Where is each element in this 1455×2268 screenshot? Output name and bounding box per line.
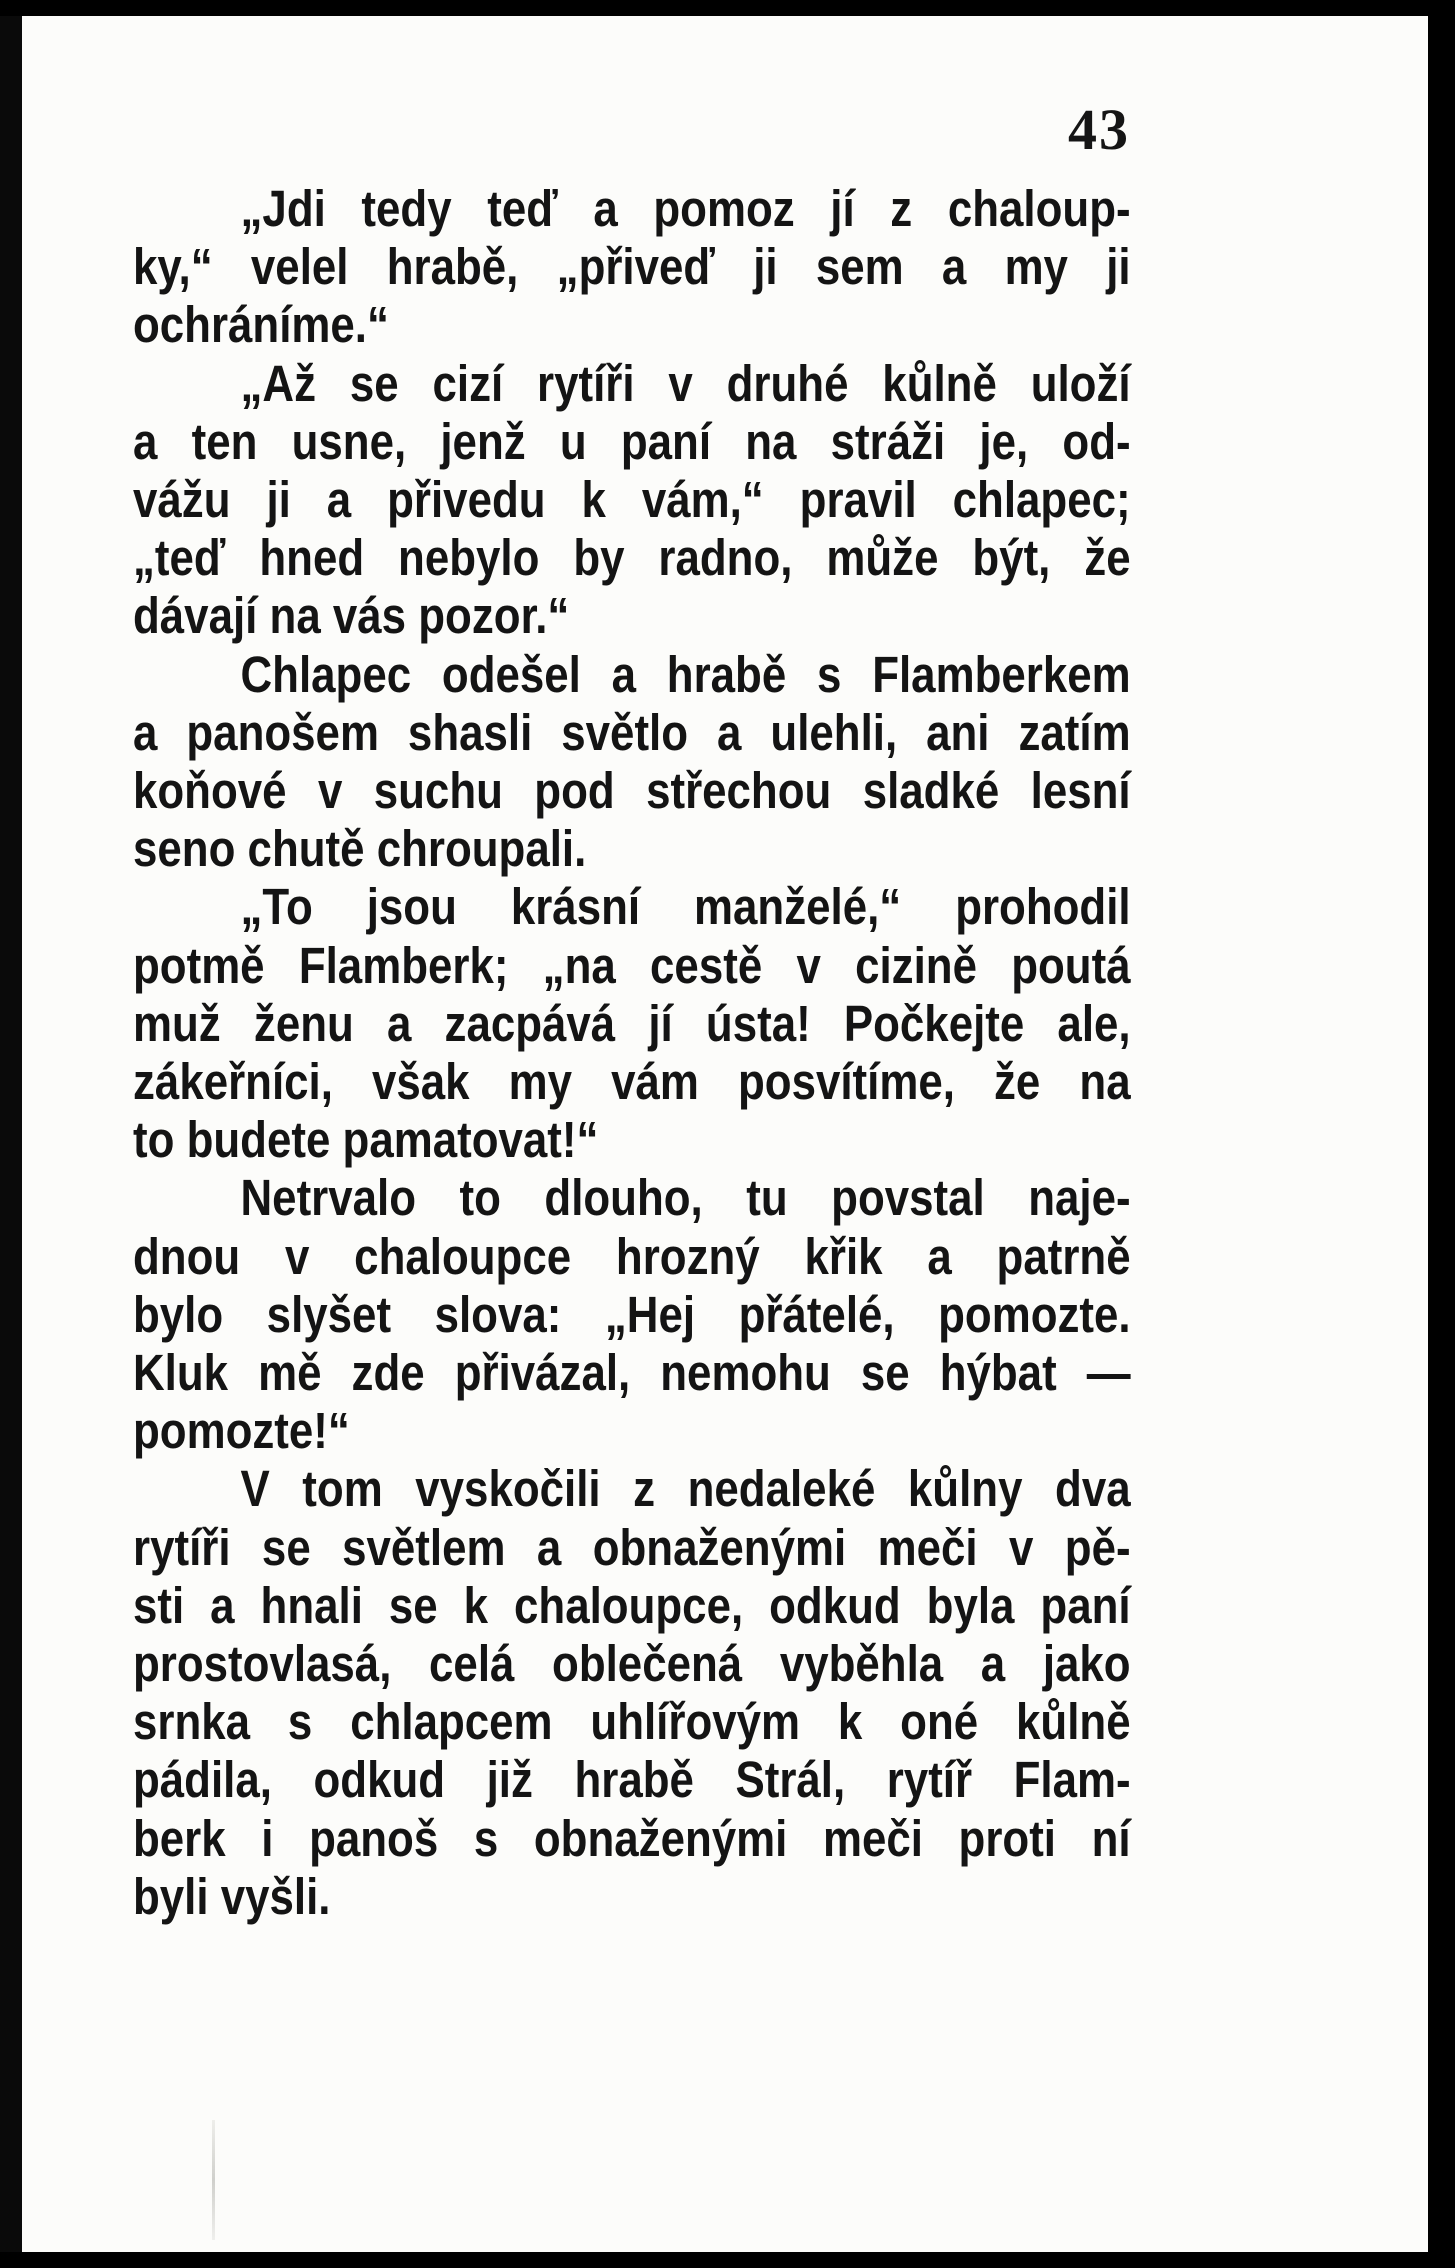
- text-line: Netrvalo to dlouho, tu povstal naje-: [240, 1169, 1131, 1227]
- page-right-edge: [1428, 0, 1455, 2268]
- text-line: muž ženu a zacpává jí ústa! Počkejte ale,: [133, 994, 1131, 1052]
- text-line: prostovlasá, celá oblečená vyběhla a jako: [133, 1635, 1131, 1693]
- text-line: Chlapec odešel a hrabě s Flamberkem: [240, 645, 1131, 703]
- text-line: pomozte!“: [133, 1402, 350, 1460]
- text-line: „Až se cizí rytíři v druhé kůlně uloží: [240, 354, 1131, 412]
- text-line: zákeřníci, však my vám posvítíme, že na: [133, 1053, 1131, 1111]
- text-line: seno chutě chroupali.: [133, 820, 587, 878]
- text-line: ky,“ velel hrabě, „přiveď ji sem a my ji: [133, 238, 1131, 296]
- text-line: dnou v chaloupce hrozný křik a patrně: [133, 1227, 1131, 1285]
- body-text: [133, 180, 1131, 1926]
- text-line: rytíři se světlem a obnaženými meči v pě-: [133, 1518, 1131, 1576]
- text-line: bylo slyšet slova: „Hej přátelé, pomozte.: [133, 1285, 1131, 1343]
- text-line: dávají na vás pozor.“: [133, 587, 570, 645]
- text-line: byli vyšli.: [133, 1867, 331, 1925]
- text-line: a ten usne, jenž u paní na stráži je, od-: [133, 412, 1131, 470]
- text-line: srnka s chlapcem uhlířovým k oné kůlně: [133, 1693, 1131, 1751]
- text-line: a panošem shasli světlo a ulehli, ani zatím: [133, 703, 1131, 761]
- text-line: „Jdi tedy teď a pomoz jí z chaloup-: [240, 180, 1131, 237]
- page-left-edge: [0, 16, 22, 2252]
- text-line: vážu ji a přivedu k vám,“ pravil chlapec;: [133, 471, 1131, 529]
- text-line: sti a hnali se k chaloupce, odkud byla paní: [133, 1576, 1131, 1634]
- text-line: berk i panoš s obnaženými meči proti ní: [133, 1809, 1131, 1867]
- text-line: to budete pamatovat!“: [133, 1111, 599, 1169]
- page-number: 43: [1068, 97, 1130, 162]
- text-line: koňové v suchu pod střechou sladké lesní: [133, 762, 1131, 820]
- text-line: „To jsou krásní manželé,“ prohodil: [240, 878, 1131, 936]
- text-line: pádila, odkud již hrabě Strál, rytíř Flam-: [133, 1751, 1131, 1809]
- text-line: V tom vyskočili z nedaleké kůlny dva: [240, 1460, 1131, 1518]
- text-line: „teď hned nebylo by radno, může být, že: [133, 529, 1131, 587]
- text-line: Kluk mě zde přivázal, nemohu se hýbat —: [133, 1344, 1131, 1402]
- text-line: potmě Flamberk; „na cestě v cizině poutá: [133, 936, 1131, 994]
- text-line: ochráníme.“: [133, 296, 389, 354]
- paper-smudge: [212, 2120, 215, 2240]
